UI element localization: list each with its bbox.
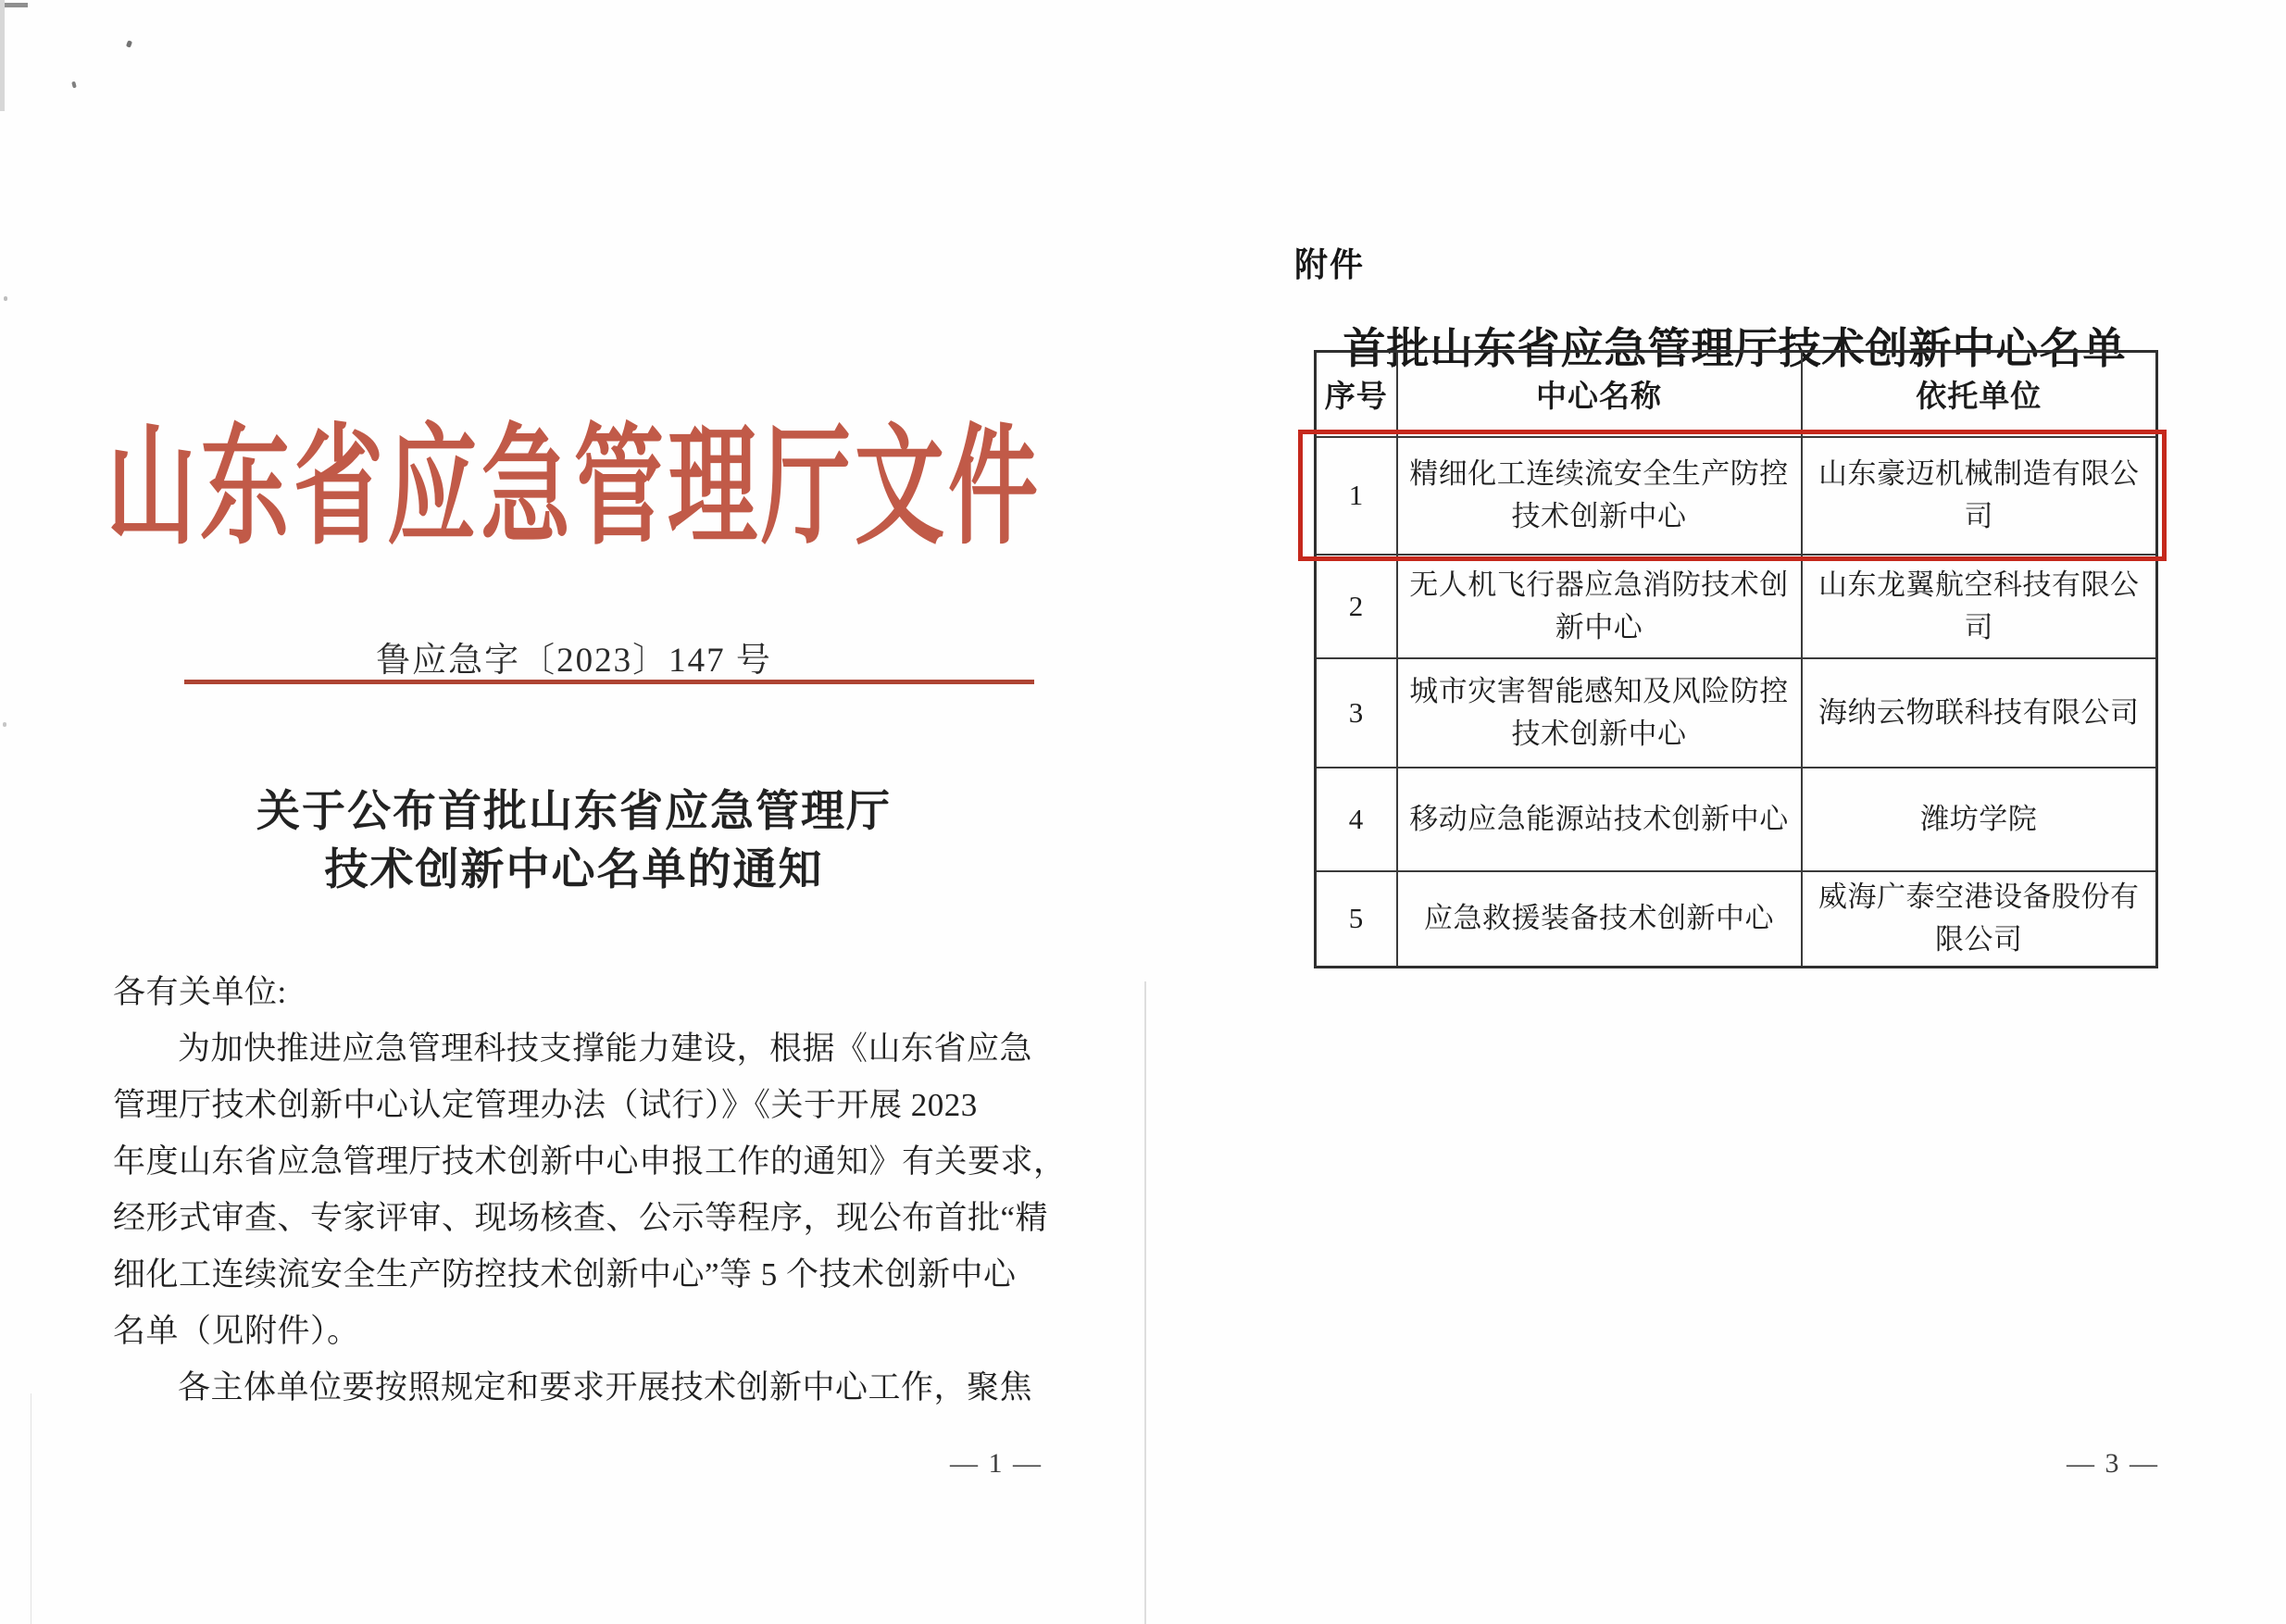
cell-org: 山东龙翼航空科技有限公司 — [1802, 555, 2157, 658]
body-line: 经形式审查、专家评审、现场核查、公示等程序，现公布首批“精 — [113, 1200, 1049, 1236]
scan-speck — [3, 722, 6, 727]
innovation-centers-table — [1314, 350, 2158, 968]
scan-speck — [4, 296, 7, 301]
cell-org: 潍坊学院 — [1802, 768, 2157, 871]
cell-center-name: 城市灾害智能感知及风险防控技术创新中心 — [1397, 658, 1802, 768]
red-header-title: 山东省应急管理厅文件 — [106, 415, 1042, 559]
cell-center-name: 移动应急能源站技术创新中心 — [1397, 768, 1802, 871]
body-line: 细化工连续流安全生产防控技术创新中心”等 5 个技术创新中心 — [113, 1256, 1017, 1293]
cell-no: 1 — [1316, 437, 1397, 555]
salutation: 各有关单位: — [113, 974, 287, 1010]
scan-speck — [71, 81, 77, 89]
cell-no: 3 — [1316, 658, 1397, 768]
header-cell-org: 依托单位 — [1802, 352, 2157, 437]
cell-center-name: 无人机飞行器应急消防技术创新中心 — [1397, 555, 1802, 658]
attachment-label: 附件 — [1294, 246, 1366, 283]
document-number: 鲁应急字〔2023〕147 号 — [376, 642, 772, 680]
cell-org: 海纳云物联科技有限公司 — [1802, 658, 2157, 768]
body-line: 名单（见附件）。 — [113, 1313, 360, 1349]
table-row — [1316, 871, 2157, 968]
table-row — [1316, 658, 2157, 768]
cell-org: 山东豪迈机械制造有限公司 — [1802, 437, 2157, 555]
notice-title — [144, 783, 1005, 900]
notice-title-line1: 关于公布首批山东省应急管理厅 — [256, 788, 892, 836]
cell-no: 2 — [1316, 555, 1397, 658]
page-number-3: — 3 — — [2067, 1448, 2159, 1479]
table-row — [1316, 768, 2157, 871]
cell-org: 威海广泰空港设备股份有限公司 — [1802, 871, 2157, 968]
table-row — [1316, 555, 2157, 658]
cell-no: 4 — [1316, 768, 1397, 871]
cell-no: 5 — [1316, 871, 1397, 968]
body-line: 各主体单位要按照规定和要求开展技术创新中心工作，聚焦 — [178, 1369, 1033, 1405]
red-divider-rule — [184, 680, 1034, 684]
attachment-table-title: 首批山东省应急管理厅技术创新中心名单 — [1343, 325, 2127, 372]
notice-body — [113, 964, 1067, 1416]
notice-title-line2: 技术创新中心名单的通知 — [324, 846, 824, 894]
scan-speck — [126, 40, 132, 47]
table-row — [1316, 437, 2157, 555]
page-number-1: — 1 — — [950, 1448, 1043, 1479]
table-header-row — [1316, 352, 2157, 437]
scan-corner-artifact — [0, 0, 5, 111]
page-seam-line — [1144, 981, 1146, 1624]
cell-center-name: 应急救援装备技术创新中心 — [1397, 871, 1802, 968]
body-line: 年度山东省应急管理厅技术创新中心申报工作的通知》有关要求， — [113, 1143, 1067, 1180]
cell-center-name: 精细化工连续流安全生产防控技术创新中心 — [1397, 437, 1802, 555]
header-cell-center: 中心名称 — [1397, 352, 1802, 437]
body-line: 为加快推进应急管理科技支撑能力建设，根据《山东省应急 — [178, 1031, 1033, 1067]
body-line: 管理厅技术创新中心认定管理办法（试行）》《关于开展 2023 — [113, 1087, 978, 1123]
header-cell-no: 序号 — [1316, 352, 1397, 437]
